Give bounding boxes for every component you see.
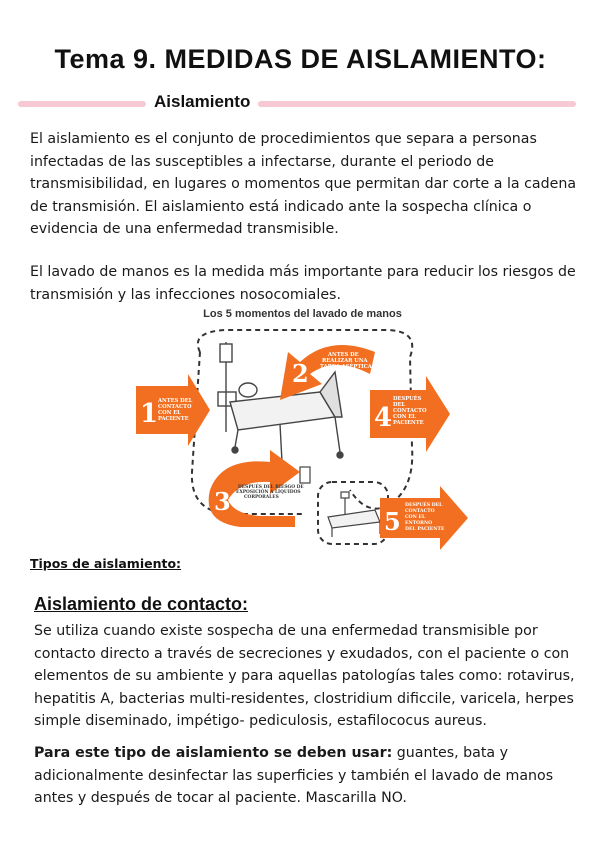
moment-4-label-line: DESPUÉS — [393, 396, 422, 402]
moment-2-label-line: ANTES DE — [328, 352, 359, 358]
drainage-bag-icon — [300, 467, 310, 483]
moment-5-label-line: ENTORNO — [405, 521, 433, 526]
moment-4-label-line: DEL — [393, 402, 406, 408]
section-divider — [18, 92, 576, 116]
page-title: Tema 9. MEDIDAS DE AISLAMIENTO: — [54, 44, 547, 74]
moment-1-number: 1 — [140, 399, 159, 429]
moment-5-label-line: DEL PACIENTE — [405, 527, 445, 532]
moment-1-label-line: CONTACTO — [158, 404, 192, 410]
svg-text:DESPUÉS DEL RIESGO DE — [236, 484, 305, 500]
moment-3-label-line: EXPOSICIÓN A LÍQUIDOS — [236, 490, 301, 495]
moment-1-label-line: PACIENTE — [158, 416, 189, 422]
requirements-text: guantes, bata y adicionalmente desinfectar las superficies y también el lavado de manos antes y después de tocar al paciente. Mascarilla NO. — [34, 745, 554, 806]
moment-3-label-line: CORPORALES — [244, 495, 279, 500]
moment-5-number: 5 — [384, 507, 401, 536]
five-moments-illustration — [130, 322, 475, 551]
svg-text:DESPUÉS DEL CO — [393, 394, 428, 426]
moment-4-arrow — [370, 376, 450, 452]
contact-isolation-heading: Aislamiento de contacto: — [34, 594, 249, 614]
moment-2-label-line: REALIZAR UNA — [322, 358, 368, 364]
tipos-heading: Tipos de aislamiento: — [30, 556, 182, 571]
moment-4-number: 4 — [374, 403, 393, 433]
moment-1-arrow — [136, 374, 210, 446]
moment-4-label-line: CON EL — [393, 414, 416, 420]
moment-2-number: 2 — [292, 359, 309, 388]
moment-3-number: 3 — [214, 487, 231, 516]
moment-3-label-line: DESPUÉS DEL RIESGO DE — [238, 485, 304, 490]
moment-4-label-line: PACIENTE — [393, 420, 424, 426]
moment-5-label-line: CON EL — [405, 515, 426, 520]
moment-2-label-line: TAREA ASÉPTICA — [320, 364, 372, 370]
moment-3-arrow — [209, 450, 306, 527]
requirements-lead: Para este tipo de aislamiento se deben usar: — [34, 745, 393, 761]
figure-title: Los 5 momentos del lavado de manos — [203, 308, 402, 320]
environment-bed-icon — [328, 492, 380, 537]
paragraph-contact-isolation: Se utiliza cuando existe sospecha de una enfermedad transmisible por contacto directo a través de secreciones y exudados, con el paciente o con elementos de su ambiente y para aquellas patologías tales como: rotavirus, hepatitis A, bacterias multi-residentes, clostridium dificcile, varicela, herpes simple diseminado, impétigo- pediculosis, estafilococus aureus. — [34, 623, 575, 729]
moment-5-arrow — [380, 486, 468, 550]
divider-line-right — [258, 101, 576, 107]
divider-line-left — [18, 101, 146, 107]
paragraph-contact-requirements — [34, 742, 586, 810]
section-heading: Aislamiento — [154, 92, 251, 111]
handwashing-figure — [130, 308, 475, 551]
moment-1-label-line: CON EL — [158, 410, 181, 416]
moment-5-label-line: CONTACTO — [405, 509, 435, 514]
moment-4-label-line: CONTACTO — [393, 408, 427, 414]
paragraph-handwashing: El lavado de manos es la medida más importante para reducir los riesgos de transmisión y las infecciones nosocomiales. — [30, 264, 576, 303]
moment-1-label-line: ANTES DEL — [158, 398, 193, 404]
paragraph-definition: El aislamiento es el conjunto de procedimientos que separa a personas infectadas de las susceptibles a infectarse, durante el periodo de transmisibilidad, en lugares o momentos que permitan dar corte a la cadena de transmisión. El aislamiento está indicado ante la sospecha clínica o evidencia de una enfermedad transmisible. — [30, 131, 577, 237]
moment-5-label-line: DESPUÉS DEL — [405, 503, 443, 508]
